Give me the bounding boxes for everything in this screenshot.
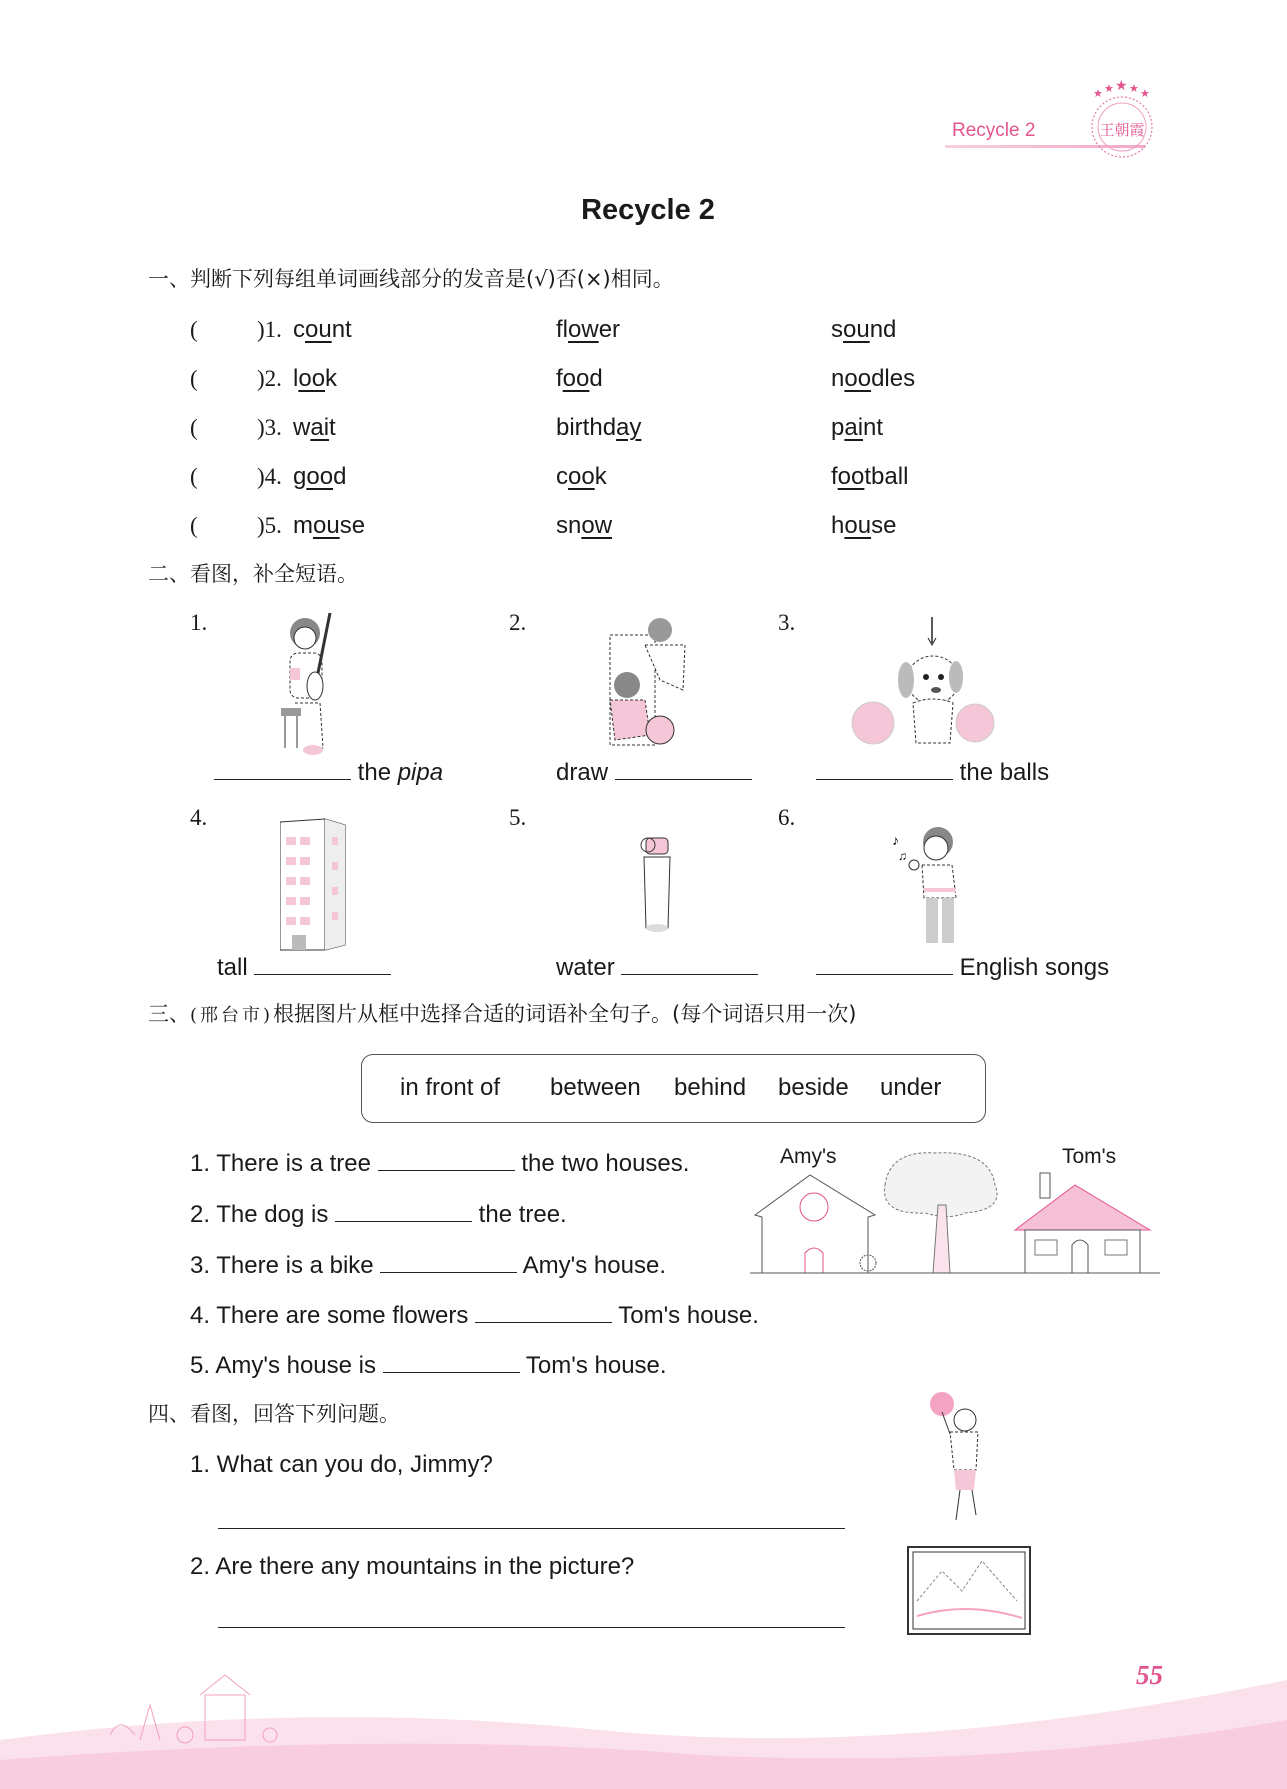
word [831, 364, 915, 394]
word-part: nt [863, 414, 884, 441]
word-part: f [831, 463, 838, 490]
underlined-letters: oo [837, 463, 865, 490]
phrase-text: the [357, 759, 398, 786]
phrase-text: water [556, 954, 615, 981]
underlined-letters: ay [616, 414, 642, 441]
question-2: 2. Are there any mountains in the picture? [190, 1553, 635, 1580]
answer-bracket[interactable]: ( [190, 513, 198, 538]
item-number: 3. [778, 610, 796, 635]
word [556, 413, 641, 443]
footer-wave [0, 1660, 1287, 1789]
phrase-text: the balls [959, 759, 1050, 786]
phrase-text: draw [556, 759, 609, 786]
word-part: w [293, 414, 311, 441]
sentence-3 [190, 1248, 666, 1281]
answer-blank[interactable] [378, 1146, 515, 1171]
item-number: 5. [509, 805, 527, 830]
word [556, 364, 603, 394]
sentence-text: 4. There are some flowers [190, 1302, 469, 1329]
phrase-text-italic: pipa [397, 759, 444, 786]
item-number: )2. [257, 366, 282, 391]
answer-blank[interactable] [615, 755, 752, 780]
section1-heading: 一、判断下列每组单词画线部分的发音是(√)否(×)相同。 [148, 267, 674, 291]
word-part: g [293, 463, 307, 490]
underlined-letters: ou [305, 316, 332, 343]
word-part: k [594, 463, 607, 490]
underlined-letters: ai [844, 414, 864, 441]
heading-text: 根据图片从框中选择合适的词语补全句子。(每个词语只用一次) [273, 1002, 857, 1026]
underlined-letters: ow [581, 512, 613, 539]
underlined-letters: oo [298, 365, 326, 392]
svg-text:★: ★ [1140, 88, 1150, 100]
word-part: f [556, 365, 563, 392]
word-part: l [293, 365, 299, 392]
sentence-4 [190, 1298, 759, 1331]
word [831, 511, 896, 541]
answer-blank[interactable] [621, 950, 758, 975]
underlined-letters: oo [562, 365, 590, 392]
answer-blank[interactable] [816, 755, 953, 780]
underlined-letters: oo [306, 463, 334, 490]
word-part: p [831, 414, 845, 441]
answer-line-2[interactable] [218, 1627, 845, 1628]
underlined-letters: oo [568, 463, 595, 490]
item-number: )3. [257, 415, 282, 440]
word-box-word: between [550, 1074, 641, 1101]
dog-between-balls-image [848, 615, 998, 750]
item-number: 1. [190, 610, 208, 635]
sentence-text: 1. There is a tree [190, 1150, 371, 1177]
houses-and-tree-image [750, 1145, 1160, 1280]
underlined-letters: oo [844, 365, 872, 392]
word [293, 511, 365, 541]
sentence-text: Tom's house. [525, 1352, 667, 1379]
word-box-word: in front of [400, 1074, 501, 1101]
answer-blank[interactable] [335, 1197, 472, 1222]
children-drawing-image [605, 610, 700, 755]
heading-source: (邢台市) [190, 1005, 274, 1026]
word-part: d [333, 463, 347, 490]
underlined-letters: ou [313, 512, 340, 539]
sentence-2 [190, 1197, 567, 1230]
answer-blank[interactable] [475, 1298, 612, 1323]
question-1: 1. What can you do, Jimmy? [190, 1451, 493, 1478]
word-part: d [589, 365, 603, 392]
answer-blank[interactable] [380, 1248, 517, 1273]
underlined-letters: ou [843, 316, 870, 343]
word [831, 413, 883, 443]
underlined-letters: ai [310, 414, 330, 441]
word [293, 364, 337, 394]
mountain-picture-image [907, 1546, 1031, 1635]
phrase-text: tall [217, 954, 248, 981]
phrase-1 [214, 755, 443, 788]
item-number: 4. [190, 805, 208, 830]
answer-bracket[interactable]: ( [190, 317, 198, 342]
answer-blank[interactable] [383, 1348, 520, 1373]
sentence-text: 2. The dog is [190, 1201, 329, 1228]
boy-playing-pipa-image [275, 608, 355, 758]
sentence-text: 5. Amy's house is [190, 1352, 376, 1379]
word-part: t [329, 414, 336, 441]
phrase-text: English songs [959, 954, 1110, 981]
word-part: se [871, 512, 897, 539]
word-part: h [831, 512, 845, 539]
word-part: k [325, 365, 338, 392]
phrase-3 [816, 755, 1049, 788]
word-box-word: behind [674, 1074, 747, 1101]
answer-blank[interactable] [816, 950, 953, 975]
section4-heading: 四、看图，回答下列问题。 [148, 1402, 400, 1426]
word-part: nt [331, 316, 352, 343]
word-box-word: beside [778, 1074, 849, 1101]
boy-playing-basketball-image [920, 1390, 1000, 1530]
answer-bracket[interactable]: ( [190, 415, 198, 440]
sentence-5 [190, 1348, 667, 1381]
tall-building-image [280, 817, 350, 952]
page-title: Recycle 2 [581, 194, 715, 226]
word-part: fl [556, 316, 568, 343]
item-number: 2. [509, 610, 527, 635]
answer-bracket[interactable]: ( [190, 464, 198, 489]
word [556, 315, 620, 345]
amys-label: Amy's [780, 1145, 837, 1168]
svg-text:★: ★ [1115, 80, 1128, 93]
sentence-text: Tom's house. [618, 1302, 759, 1329]
word-part: dles [871, 365, 916, 392]
word-part: sn [556, 512, 582, 539]
section2-heading: 二、看图，补全短语。 [148, 562, 358, 586]
word-part: se [339, 512, 366, 539]
underlined-letters: ou [844, 512, 872, 539]
underlined-letters: ow [568, 316, 599, 343]
word-part: tball [864, 463, 909, 490]
page-number: 55 [1136, 1660, 1163, 1690]
phrase-6 [816, 950, 1109, 983]
boy-singing-image [890, 820, 980, 950]
word [831, 462, 908, 492]
svg-text:★: ★ [1093, 88, 1103, 100]
toms-label: Tom's [1062, 1145, 1117, 1168]
word [831, 315, 896, 345]
sentence-text: 3. There is a bike [190, 1252, 374, 1279]
sentence-text: Amy's house. [522, 1252, 666, 1279]
sentence-1 [190, 1146, 689, 1179]
item-number: 6. [778, 805, 796, 830]
svg-text:♫: ♫ [898, 849, 907, 863]
item-number: )5. [257, 513, 282, 538]
word-part: c [293, 316, 305, 343]
item-number: )4. [257, 464, 282, 489]
word-part: birthd [556, 414, 617, 441]
answer-line-1[interactable] [218, 1528, 845, 1529]
word [293, 315, 352, 345]
answer-blank[interactable] [254, 950, 391, 975]
word [556, 462, 607, 492]
item-number: )1. [257, 317, 282, 342]
word-part: nd [869, 316, 897, 343]
word-part: n [831, 365, 845, 392]
word-part: m [293, 512, 313, 539]
water-bottle-image [638, 833, 678, 938]
word [556, 511, 612, 541]
svg-text:★: ★ [1104, 83, 1114, 95]
section3-heading [148, 999, 856, 1031]
word-part: s [831, 316, 843, 343]
heading-prefix: 三、 [148, 1002, 190, 1026]
phrase-4 [217, 950, 391, 983]
svg-text:王朝霞: 王朝霞 [1099, 121, 1145, 139]
header-label: Recycle 2 [952, 120, 1036, 141]
word-box-word: under [880, 1074, 942, 1101]
svg-text:★: ★ [1129, 83, 1139, 95]
svg-text:♪: ♪ [892, 832, 899, 848]
word-part: c [556, 463, 568, 490]
sentence-text: the tree. [478, 1201, 567, 1228]
word [293, 413, 336, 443]
sentence-text: the two houses. [521, 1150, 690, 1177]
answer-blank[interactable] [214, 755, 351, 780]
phrase-5 [556, 950, 758, 983]
word [293, 462, 346, 492]
phrase-2 [556, 755, 752, 788]
word-part: er [598, 316, 621, 343]
publisher-logo [1085, 80, 1160, 160]
answer-bracket[interactable]: ( [190, 366, 198, 391]
